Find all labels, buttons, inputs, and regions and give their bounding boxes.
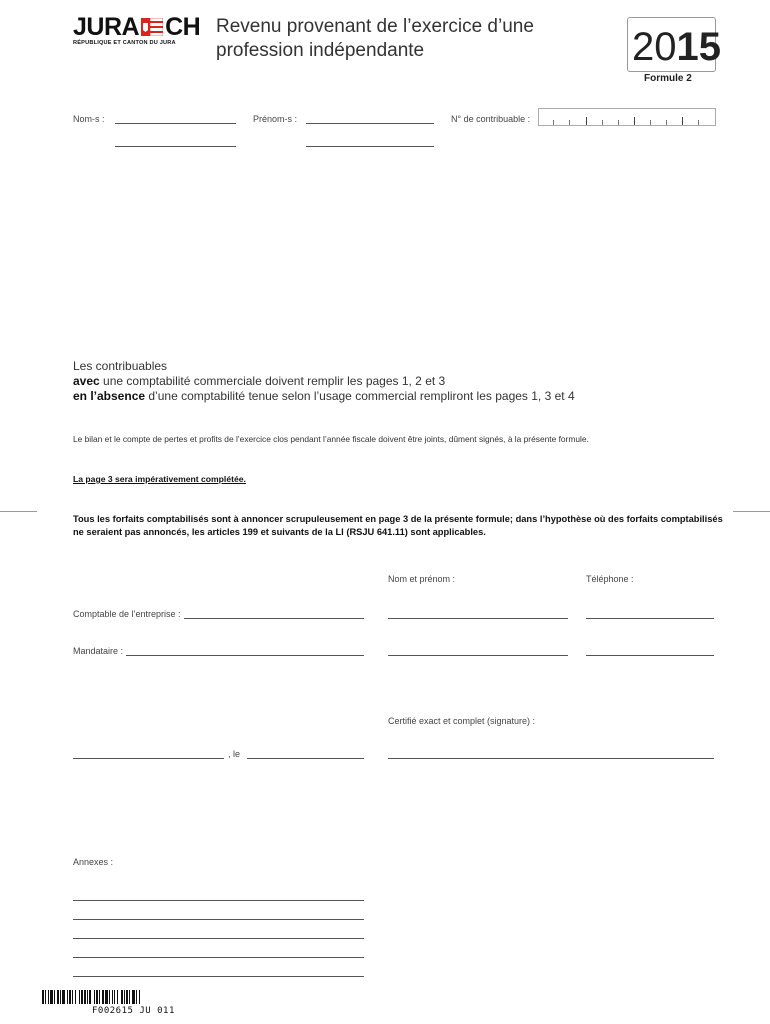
digit-tick (650, 120, 651, 125)
page3-notice: La page 3 sera impérativement complétée. (73, 474, 246, 484)
place-field[interactable] (73, 758, 224, 759)
date-separator-label: , le (228, 749, 241, 759)
intro-line2-bold: avec (73, 374, 100, 388)
left-margin-line (0, 511, 37, 512)
agent-name-field[interactable] (388, 655, 568, 656)
digit-tick (618, 120, 619, 125)
balance-sheet-note: Le bilan et le compte de pertes et profits de l’exercice clos pendant l’année fiscale doivent être joints, dûment signés, à la présente formule. (73, 434, 589, 444)
digit-separator (586, 117, 587, 125)
logo-subtitle: RÉPUBLIQUE ET CANTON DU JURA (73, 40, 176, 46)
jura-logo (73, 14, 200, 40)
logo-text-left: JURA (73, 13, 140, 41)
digit-separator (682, 117, 683, 125)
logo-text-right: CH (165, 13, 201, 41)
flat-rate-warning: Tous les forfaits comptabilisés sont à annoncer scrupuleusement en page 3 de la présente formule; dans l’hypothèse où des forfaits comptabilisés ne seraient pas annoncés, les articles 199 et suivants de la LI (RSJU 641.11) sont applicables. (73, 514, 723, 537)
annex-line-5[interactable] (73, 976, 364, 977)
accountant-phone-field[interactable] (586, 618, 714, 619)
date-field[interactable] (247, 758, 364, 759)
intro-line3-rest: d’une comptabilité tenue selon l’usage commercial rempliront les pages 1, 3 et 4 (145, 389, 575, 403)
name-column-label: Nom et prénom : (388, 574, 456, 584)
agent-label: Mandataire : (73, 646, 124, 656)
annex-line-1[interactable] (73, 900, 364, 901)
name-field-2[interactable] (115, 146, 236, 147)
year-suffix: 15 (676, 25, 721, 69)
annexes-label: Annexes : (73, 857, 114, 867)
digit-tick (602, 120, 603, 125)
intro-line3-bold: en l’absence (73, 389, 146, 403)
accountant-company-field[interactable] (184, 618, 364, 619)
form-title-line1: Revenu provenant de l’exercice d’une (216, 16, 534, 37)
jura-flag-icon (141, 15, 163, 33)
phone-column-label: Téléphone : (586, 574, 634, 584)
digit-tick (569, 120, 570, 125)
digit-separator (634, 117, 635, 125)
taxpayer-number-label: N° de contribuable : (451, 114, 531, 124)
accountant-label: Comptable de l’entreprise : (73, 609, 181, 619)
form-title (216, 15, 576, 63)
intro-line2 (73, 374, 673, 389)
digit-tick (553, 120, 554, 125)
intro-line1: Les contribuables (73, 359, 168, 373)
digit-tick (666, 120, 667, 125)
signature-field[interactable] (388, 758, 714, 759)
certified-label: Certifié exact et complet (signature) : (388, 716, 536, 726)
agent-company-field[interactable] (126, 655, 364, 656)
name-field-1[interactable] (115, 123, 236, 124)
taxpayer-number-field[interactable] (538, 108, 716, 126)
intro-line2-rest: une comptabilité commerciale doivent remplir les pages 1, 2 et 3 (99, 374, 446, 388)
firstname-field-2[interactable] (306, 146, 434, 147)
firstname-field-1[interactable] (306, 123, 434, 124)
annex-line-2[interactable] (73, 919, 364, 920)
form-year (632, 24, 721, 70)
accountant-name-field[interactable] (388, 618, 568, 619)
intro-text (73, 359, 673, 404)
annex-line-4[interactable] (73, 957, 364, 958)
barcode-text: F002615 JU 011 (92, 1006, 175, 1016)
form-title-line2: profession indépendante (216, 40, 425, 61)
agent-phone-field[interactable] (586, 655, 714, 656)
digit-tick (698, 120, 699, 125)
firstname-label: Prénom-s : (253, 114, 298, 124)
intro-line3 (73, 389, 673, 404)
right-margin-line (733, 511, 770, 512)
name-label: Nom-s : (73, 114, 105, 124)
year-prefix: 20 (632, 25, 677, 69)
form-number: Formule 2 (644, 73, 692, 84)
barcode-icon (42, 990, 217, 1004)
annex-line-3[interactable] (73, 938, 364, 939)
